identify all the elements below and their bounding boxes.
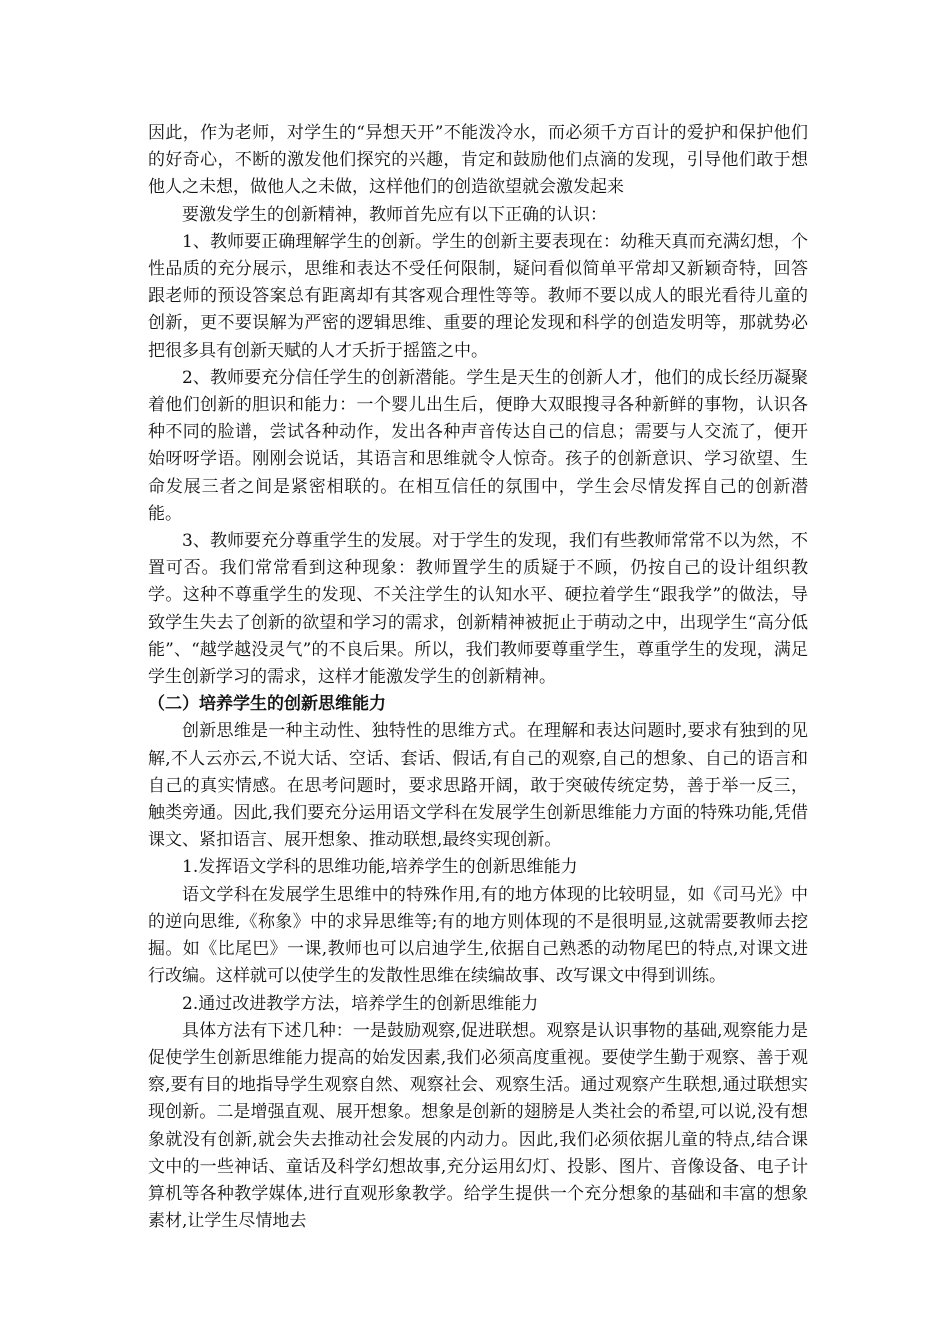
paragraph-subsection-1: 语文学科在发展学生思维中的特殊作用,有的地方体现的比较明显，如《司马光》中的逆向思维,《称象》中的求异思维等;有的地方则体现的不是很明显,这就需要教师去挖掘。如《比尾巴》一课,教师也可以启迪学生,依据自己熟悉的动物尾巴的特点,对课文进行改编。这样就可以使学生的发散性思维在续编故事、改写课文中得到训练。 [148, 884, 808, 987]
paragraph-point-1: 1、教师要正确理解学生的创新。学生的创新主要表现在：幼稚天真而充满幻想，个性品质的充分展示，思维和表达不受任何限制，疑问看似简单平常却又新颖奇特，回答跟老师的预设答案总有距离却有其客观合理性等等。教师不要以成人的眼光看待儿童的创新，更不要误解为严密的逻辑思维、重要的理论发现和科学的创造发明等，那就势必把很多具有创新天赋的人才夭折于摇篮之中。 [148, 231, 808, 361]
document-page [148, 120, 808, 1235]
subheading-2: 2.通过改进教学方法，培养学生的创新思维能力 [182, 993, 539, 1014]
paragraph-intro: 因此，作为老师，对学生的“异想天开”不能泼冷水，而必须千方百计的爱护和保护他们的好奇心，不断的激发他们探究的兴趣，肯定和鼓励他们点滴的发现，引导他们敢于想他人之未想，做他人之未做，这样他们的创造欲望就会激发起来 [148, 123, 808, 198]
paragraph-point-2: 2、教师要充分信任学生的创新潜能。学生是天生的创新人才，他们的成长经历凝聚着他们创新的胆识和能力：一个婴儿出生后，便睁大双眼搜寻各种新鲜的事物，认识各种不同的脸谱，尝试各种动作，发出各种声音传达自己的信息；需要与人交流了，便开始呀呀学语。刚刚会说话，其语言和思维就令人惊奇。孩子的创新意识、学习欲望、生命发展三者之间是紧密相联的。在相互信任的氛围中，学生会尽情发挥自己的创新潜能。 [148, 367, 808, 524]
subheading-1: 1.发挥语文学科的思维功能,培养学生的创新思维能力 [182, 857, 578, 878]
paragraph-lead: 要激发学生的创新精神，教师首先应有以下正确的认识： [182, 204, 607, 225]
paragraph-subsection-2: 具体方法有下述几种：一是鼓励观察,促进联想。观察是认识事物的基础,观察能力是促使学生创新思维能力提高的始发因素,我们必须高度重视。要使学生勤于观察、善于观察,要有目的地指导学生观察自然、观察社会、观察生活。通过观察产生联想,通过联想实现创新。二是增强直观、展开想象。想象是创新的翅膀是人类社会的希望,可以说,没有想象就没有创新,就会失去推动社会发展的内动力。因此,我们必须依据儿童的特点,结合课文中的一些神话、童话及科学幻想故事,充分运用幻灯、投影、图片、音像设备、电子计算机等各种教学媒体,进行直观形象教学。给学生提供一个充分想象的基础和丰富的想象素材,让学生尽情地去 [148, 1020, 808, 1232]
paragraph-creative-thinking: 创新思维是一种主动性、独特性的思维方式。在理解和表达问题时,要求有独到的见解,不人云亦云,不说大话、空话、套话、假话,有自己的观察,自己的想象、自己的语言和自己的真实情感。在思考问题时，要求思路开阔，敢于突破传统定势，善于举一反三，触类旁通。因此,我们要充分运用语文学科在发展学生创新思维能力方面的特殊功能,凭借课文、紧扣语言、展开想象、推动联想,最终实现创新。 [148, 721, 808, 851]
section-heading: （二）培养学生的创新思维能力 [148, 694, 386, 715]
paragraph-point-3: 3、教师要充分尊重学生的发展。对于学生的发现，我们有些教师常常不以为然，不置可否。我们常常看到这种现象：教师置学生的质疑于不顾，仍按自己的设计组织教学。这种不尊重学生的发现、不关注学生的认知水平、硬拉着学生“跟我学”的做法，导致学生失去了创新的欲望和学习的需求，创新精神被扼止于萌动之中，出现学生“高分低能”、“越学越没灵气”的不良后果。所以，我们教师要尊重学生，尊重学生的发现，满足学生创新学习的需求，这样才能激发学生的创新精神。 [148, 531, 808, 688]
